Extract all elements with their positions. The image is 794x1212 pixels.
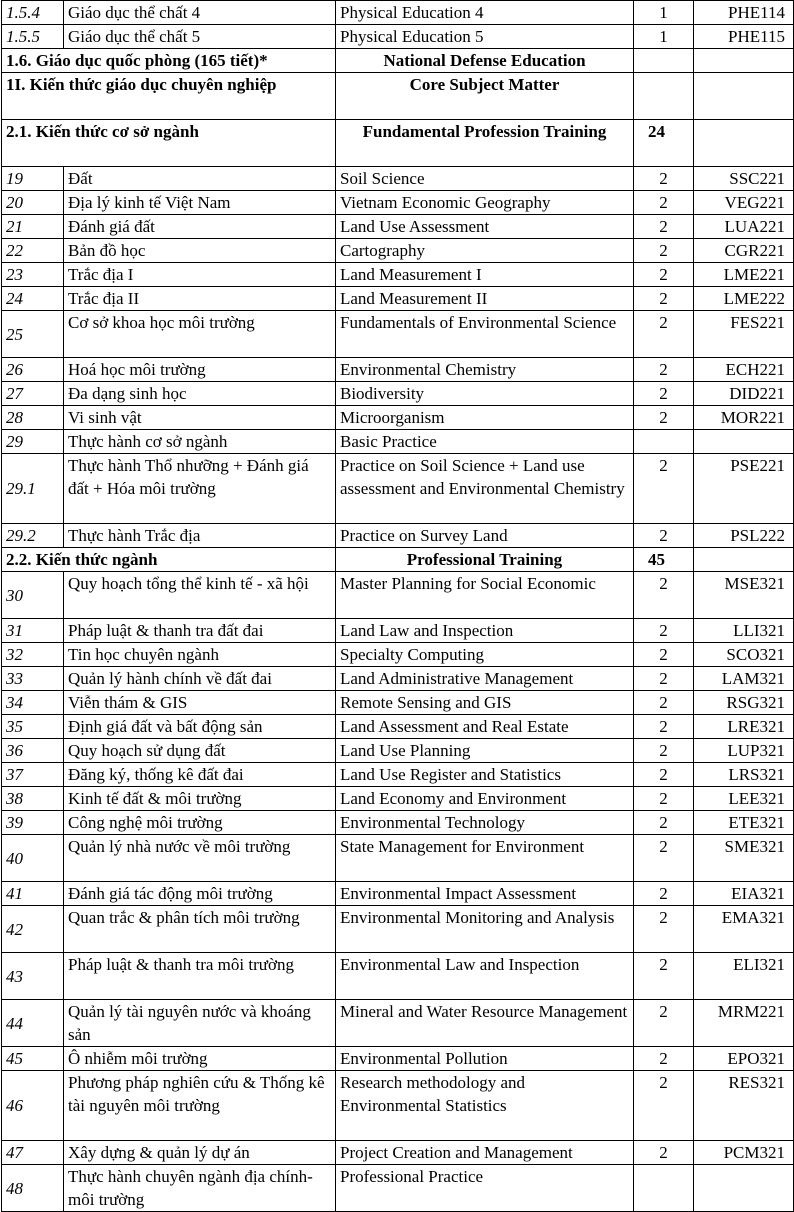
course-name-vi: Ô nhiễm môi trường <box>64 1047 336 1071</box>
course-code: VEG221 <box>694 191 794 215</box>
course-code <box>694 548 794 572</box>
credits: 1 <box>634 1 694 25</box>
course-name-vi: Đăng ký, thống kê đất đai <box>64 763 336 787</box>
course-code: SCO321 <box>694 643 794 667</box>
credits: 2 <box>634 667 694 691</box>
course-name-vi: Pháp luật & thanh tra đất đai <box>64 619 336 643</box>
course-name-en: Project Creation and Management <box>336 1141 634 1165</box>
credits <box>634 73 694 120</box>
table-row <box>2 739 794 763</box>
course-number: 20 <box>2 191 64 215</box>
course-name-vi: Quản lý nhà nước về môi trường <box>64 835 336 882</box>
table-row <box>2 311 794 358</box>
course-code: LRS321 <box>694 763 794 787</box>
course-code <box>694 120 794 167</box>
table-row <box>2 382 794 406</box>
course-name-en: Professional Practice <box>336 1165 634 1212</box>
credits: 45 <box>634 548 694 572</box>
course-code: EPO321 <box>694 1047 794 1071</box>
course-code: ELI321 <box>694 953 794 1000</box>
course-code: LAM321 <box>694 667 794 691</box>
credits: 2 <box>634 572 694 619</box>
section-row <box>2 73 794 120</box>
course-name-vi: Xây dựng & quản lý dự án <box>64 1141 336 1165</box>
credits: 2 <box>634 382 694 406</box>
table-row <box>2 454 794 524</box>
course-number: 43 <box>2 953 64 1000</box>
table-row <box>2 287 794 311</box>
credits: 2 <box>634 311 694 358</box>
course-name-en: Fundamentals of Environmental Science <box>336 311 634 358</box>
course-name-en: Environmental Law and Inspection <box>336 953 634 1000</box>
table-row <box>2 524 794 548</box>
course-code: PCM321 <box>694 1141 794 1165</box>
table-row <box>2 1000 794 1047</box>
credits <box>634 430 694 454</box>
credits: 2 <box>634 906 694 953</box>
course-name-vi: Tin học chuyên ngành <box>64 643 336 667</box>
course-name-en: Mineral and Water Resource Management <box>336 1000 634 1047</box>
course-number: 38 <box>2 787 64 811</box>
course-number: 31 <box>2 619 64 643</box>
credits: 2 <box>634 239 694 263</box>
table-row <box>2 1047 794 1071</box>
credits: 2 <box>634 1047 694 1071</box>
course-number: 44 <box>2 1000 64 1047</box>
course-number: 45 <box>2 1047 64 1071</box>
course-name-en: Microorganism <box>336 406 634 430</box>
course-code <box>694 49 794 73</box>
course-number: 32 <box>2 643 64 667</box>
table-row <box>2 1071 794 1141</box>
course-name-en: Land Use Register and Statistics <box>336 763 634 787</box>
credits: 2 <box>634 763 694 787</box>
credits <box>634 1165 694 1212</box>
course-name-vi: Công nghệ môi trường <box>64 811 336 835</box>
course-name-vi: Viễn thám & GIS <box>64 691 336 715</box>
course-code: LUA221 <box>694 215 794 239</box>
section-title-en: Fundamental Profession Training <box>336 120 634 167</box>
course-code: EIA321 <box>694 882 794 906</box>
course-name-vi: Trắc địa I <box>64 263 336 287</box>
table-row <box>2 953 794 1000</box>
course-number: 23 <box>2 263 64 287</box>
course-name-vi: Đất <box>64 167 336 191</box>
section-title-vi: 2.2. Kiến thức ngành <box>2 548 336 572</box>
credits: 2 <box>634 1000 694 1047</box>
course-number: 19 <box>2 167 64 191</box>
course-number: 33 <box>2 667 64 691</box>
course-code: RSG321 <box>694 691 794 715</box>
section-title-en: Core Subject Matter <box>336 73 634 120</box>
course-name-en: Environmental Monitoring and Analysis <box>336 906 634 953</box>
course-code: LME222 <box>694 287 794 311</box>
course-name-vi: Cơ sở khoa học môi trường <box>64 311 336 358</box>
credits: 2 <box>634 524 694 548</box>
course-name-en: Land Law and Inspection <box>336 619 634 643</box>
course-number: 29 <box>2 430 64 454</box>
credits: 24 <box>634 120 694 167</box>
course-name-vi: Vi sinh vật <box>64 406 336 430</box>
credits: 2 <box>634 835 694 882</box>
course-name-vi: Thực hành cơ sở ngành <box>64 430 336 454</box>
course-name-vi: Giáo dục thể chất 5 <box>64 25 336 49</box>
course-number: 42 <box>2 906 64 953</box>
course-number: 36 <box>2 739 64 763</box>
course-code: CGR221 <box>694 239 794 263</box>
table-row <box>2 619 794 643</box>
table-row <box>2 430 794 454</box>
course-code: LLI321 <box>694 619 794 643</box>
course-name-vi: Phương pháp nghiên cứu & Thống kê tài nguyên môi trường <box>64 1071 336 1141</box>
table-row <box>2 1141 794 1165</box>
course-name-en: Land Administrative Management <box>336 667 634 691</box>
table-row <box>2 763 794 787</box>
course-code: LRE321 <box>694 715 794 739</box>
table-row <box>2 835 794 882</box>
course-code: PSL222 <box>694 524 794 548</box>
course-code: LME221 <box>694 263 794 287</box>
table-row <box>2 1165 794 1212</box>
credits: 2 <box>634 811 694 835</box>
course-number: 30 <box>2 572 64 619</box>
course-name-en: Land Measurement II <box>336 287 634 311</box>
course-name-vi: Thực hành Thổ nhưỡng + Đánh giá đất + Hóa môi trường <box>64 454 336 524</box>
course-number: 41 <box>2 882 64 906</box>
course-number: 24 <box>2 287 64 311</box>
table-row <box>2 167 794 191</box>
table-row <box>2 572 794 619</box>
credits: 2 <box>634 1071 694 1141</box>
table-row <box>2 643 794 667</box>
course-name-en: Environmental Pollution <box>336 1047 634 1071</box>
table-row <box>2 191 794 215</box>
course-name-vi: Định giá đất và bất động sản <box>64 715 336 739</box>
credits: 2 <box>634 643 694 667</box>
section-title-vi: 2.1. Kiến thức cơ sở ngành <box>2 120 336 167</box>
course-name-vi: Đa dạng sinh học <box>64 382 336 406</box>
course-name-en: Vietnam Economic Geography <box>336 191 634 215</box>
credits: 2 <box>634 406 694 430</box>
section-row <box>2 49 794 73</box>
course-number: 1.5.4 <box>2 1 64 25</box>
credits: 2 <box>634 691 694 715</box>
table-row <box>2 882 794 906</box>
course-name-en: Research methodology and Environmental Statistics <box>336 1071 634 1141</box>
course-number: 21 <box>2 215 64 239</box>
course-name-vi: Trắc địa II <box>64 287 336 311</box>
table-row <box>2 667 794 691</box>
credits: 2 <box>634 191 694 215</box>
course-name-en: Practice on Soil Science + Land use assessment and Environmental Chemistry <box>336 454 634 524</box>
course-number: 25 <box>2 311 64 358</box>
table-row <box>2 787 794 811</box>
course-name-en: Land Use Planning <box>336 739 634 763</box>
course-number: 48 <box>2 1165 64 1212</box>
course-name-vi: Thực hành Trắc địa <box>64 524 336 548</box>
course-name-en: Soil Science <box>336 167 634 191</box>
credits: 2 <box>634 454 694 524</box>
course-name-vi: Quy hoạch sử dụng đất <box>64 739 336 763</box>
course-name-en: Land Economy and Environment <box>336 787 634 811</box>
course-code: LEE321 <box>694 787 794 811</box>
course-number: 26 <box>2 358 64 382</box>
course-number: 27 <box>2 382 64 406</box>
course-code: DID221 <box>694 382 794 406</box>
course-name-vi: Bản đồ học <box>64 239 336 263</box>
table-row <box>2 25 794 49</box>
credits: 2 <box>634 1141 694 1165</box>
course-name-en: Land Measurement I <box>336 263 634 287</box>
course-code: SME321 <box>694 835 794 882</box>
course-number: 34 <box>2 691 64 715</box>
course-name-en: Remote Sensing and GIS <box>336 691 634 715</box>
course-name-vi: Kinh tế đất & môi trường <box>64 787 336 811</box>
course-name-en: Physical Education 4 <box>336 1 634 25</box>
course-name-en: Biodiversity <box>336 382 634 406</box>
credits: 2 <box>634 739 694 763</box>
credits <box>634 49 694 73</box>
course-number: 29.2 <box>2 524 64 548</box>
course-name-vi: Đánh giá tác động môi trường <box>64 882 336 906</box>
course-number: 37 <box>2 763 64 787</box>
course-code <box>694 73 794 120</box>
course-number: 46 <box>2 1071 64 1141</box>
course-number: 22 <box>2 239 64 263</box>
course-number: 47 <box>2 1141 64 1165</box>
course-code: MSE321 <box>694 572 794 619</box>
course-code: LUP321 <box>694 739 794 763</box>
course-name-en: Land Assessment and Real Estate <box>336 715 634 739</box>
course-code: SSC221 <box>694 167 794 191</box>
table-row <box>2 358 794 382</box>
course-code: EMA321 <box>694 906 794 953</box>
course-name-en: State Management for Environment <box>336 835 634 882</box>
course-code: MOR221 <box>694 406 794 430</box>
course-name-en: Basic Practice <box>336 430 634 454</box>
course-number: 1.5.5 <box>2 25 64 49</box>
course-code: PHE115 <box>694 25 794 49</box>
course-name-vi: Quan trắc & phân tích môi trường <box>64 906 336 953</box>
credits: 2 <box>634 953 694 1000</box>
table-row <box>2 239 794 263</box>
table-row <box>2 1 794 25</box>
curriculum-table-body <box>2 1 794 1212</box>
course-name-vi: Hoá học môi trường <box>64 358 336 382</box>
course-name-en: Environmental Technology <box>336 811 634 835</box>
course-name-vi: Giáo dục thể chất 4 <box>64 1 336 25</box>
course-name-vi: Pháp luật & thanh tra môi trường <box>64 953 336 1000</box>
credits: 2 <box>634 287 694 311</box>
course-name-vi: Đánh giá đất <box>64 215 336 239</box>
course-name-en: Master Planning for Social Economic <box>336 572 634 619</box>
table-row <box>2 811 794 835</box>
course-number: 39 <box>2 811 64 835</box>
course-name-vi: Địa lý kinh tế Việt Nam <box>64 191 336 215</box>
course-name-en: Land Use Assessment <box>336 215 634 239</box>
course-name-en: Environmental Impact Assessment <box>336 882 634 906</box>
credits: 2 <box>634 215 694 239</box>
credits: 2 <box>634 787 694 811</box>
course-code: RES321 <box>694 1071 794 1141</box>
credits: 2 <box>634 358 694 382</box>
credits: 2 <box>634 167 694 191</box>
table-row <box>2 215 794 239</box>
course-name-en: Specialty Computing <box>336 643 634 667</box>
curriculum-table <box>1 0 794 1212</box>
credits: 2 <box>634 619 694 643</box>
course-code <box>694 1165 794 1212</box>
course-name-vi: Quy hoạch tổng thể kinh tế - xã hội <box>64 572 336 619</box>
course-name-vi: Quản lý hành chính về đất đai <box>64 667 336 691</box>
course-name-en: Practice on Survey Land <box>336 524 634 548</box>
table-row <box>2 906 794 953</box>
course-name-en: Environmental Chemistry <box>336 358 634 382</box>
credits: 1 <box>634 25 694 49</box>
credits: 2 <box>634 882 694 906</box>
section-title-vi: 1I. Kiến thức giáo dục chuyên nghiệp <box>2 73 336 120</box>
course-code <box>694 430 794 454</box>
table-row <box>2 715 794 739</box>
course-name-vi: Thực hành chuyên ngành địa chính- môi trường <box>64 1165 336 1212</box>
course-number: 40 <box>2 835 64 882</box>
course-name-en: Cartography <box>336 239 634 263</box>
section-title-vi: 1.6. Giáo dục quốc phòng (165 tiết)* <box>2 49 336 73</box>
credits: 2 <box>634 263 694 287</box>
table-row <box>2 406 794 430</box>
course-code: PSE221 <box>694 454 794 524</box>
course-name-en: Physical Education 5 <box>336 25 634 49</box>
section-title-en: National Defense Education <box>336 49 634 73</box>
credits: 2 <box>634 715 694 739</box>
course-number: 29.1 <box>2 454 64 524</box>
course-code: PHE114 <box>694 1 794 25</box>
section-row <box>2 548 794 572</box>
table-row <box>2 691 794 715</box>
course-number: 28 <box>2 406 64 430</box>
course-code: FES221 <box>694 311 794 358</box>
course-code: ECH221 <box>694 358 794 382</box>
section-title-en: Professional Training <box>336 548 634 572</box>
course-number: 35 <box>2 715 64 739</box>
section-row <box>2 120 794 167</box>
course-code: MRM221 <box>694 1000 794 1047</box>
course-name-vi: Quản lý tài nguyên nước và khoáng sản <box>64 1000 336 1047</box>
course-code: ETE321 <box>694 811 794 835</box>
table-row <box>2 263 794 287</box>
